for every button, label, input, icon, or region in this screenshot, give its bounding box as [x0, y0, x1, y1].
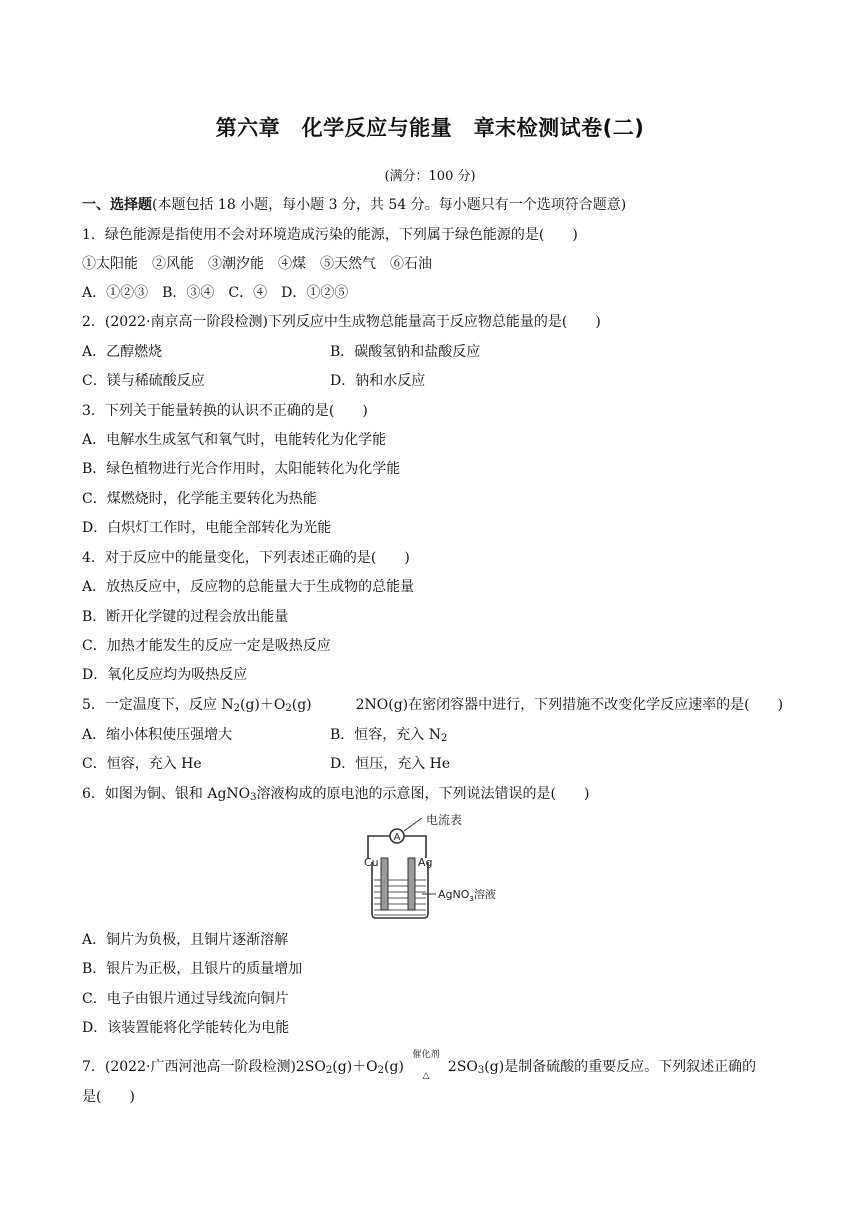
score-note: (满分：100 分)	[384, 169, 476, 184]
q5-stem	[82, 696, 783, 714]
wire-right	[404, 836, 426, 858]
q1-options: A．①②③ B．③④ C．④ D．①②⑤	[82, 285, 349, 301]
q5-option-b: B．恒容，充入 N	[330, 727, 441, 743]
q5-text-1: 5．一定温度下，反应 N	[82, 697, 234, 713]
q5-text-4: 2NO(g)在密闭容器中进行，下列措施不改变化学反应速率的是( )	[355, 697, 784, 713]
subscript: 2	[441, 733, 448, 744]
ammeter-pointer-line	[404, 818, 422, 831]
subscript: 2	[233, 703, 240, 714]
q3-stem: 3．下列关于能量转换的认识不正确的是( )	[82, 403, 368, 419]
q1-stem: 1．绿色能源是指使用不会对环境造成污染的能源，下列属于绿色能源的是( )	[82, 227, 578, 243]
subscript: 3	[250, 792, 257, 803]
ammeter-symbol: A	[393, 832, 401, 843]
equilibrium-arrow	[312, 696, 356, 714]
q3-option-b: B．绿色植物进行光合作用时，太阳能转化为化学能	[82, 461, 401, 477]
subscript: 2	[377, 1065, 385, 1076]
q5-option-b-line	[330, 726, 447, 744]
catalyst-arrow	[404, 1050, 448, 1081]
q1-items: ①太阳能 ②风能 ③潮汐能 ④煤 ⑤天然气 ⑥石油	[82, 256, 432, 272]
q3-option-c: C．煤燃烧时，化学能主要转化为热能	[82, 491, 317, 507]
ag-label: Ag	[418, 856, 433, 869]
q7-stem	[82, 1050, 757, 1081]
q4-option-d: D．氧化反应均为吸热反应	[82, 667, 248, 683]
heat-symbol: △	[422, 1071, 430, 1081]
q2-option-b: B．碳酸氢钠和盐酸反应	[330, 344, 481, 360]
q2-option-c: C．镁与稀硫酸反应	[82, 373, 205, 389]
q7-text-2: (g)＋O	[332, 1059, 378, 1075]
q6-text-2: 溶液构成的原电池的示意图，下列说法错误的是( )	[256, 786, 590, 802]
q2-option-d: D．钠和水反应	[330, 373, 426, 389]
q7-text-5: (g)是制备硫酸的重要反应。下列叙述正确的	[484, 1059, 757, 1075]
q4-stem: 4．对于反应中的能量变化，下列表述正确的是( )	[82, 550, 410, 566]
catalyst-label: 催化剂	[412, 1050, 440, 1060]
ammeter-label: 电流表	[426, 813, 463, 827]
q5-option-d: D．恒压，充入 He	[330, 756, 451, 772]
q4-option-b: B．断开化学键的过程会放出能量	[82, 609, 289, 625]
q6-text-1: 6．如图为铜、银和 AgNO	[82, 786, 251, 802]
subscript: 2	[325, 1065, 333, 1076]
subscript: 2	[285, 703, 292, 714]
q2-option-a: A．乙醇燃烧	[82, 344, 163, 360]
q4-option-a: A．放热反应中，反应物的总能量大于生成物的总能量	[82, 579, 415, 595]
section-heading: 一、选择题	[82, 197, 152, 213]
q5-text-2: (g)＋O	[239, 697, 286, 713]
q5-text-3: (g)	[291, 697, 312, 713]
q3-option-a: A．电解水生成氢气和氧气时，电能转化为化学能	[82, 432, 387, 448]
q7-text-1: 7．(2022·广西河池高一阶段检测)2SO	[82, 1059, 326, 1075]
q6-option-d: D．该装置能将化学能转化为电能	[82, 1020, 290, 1036]
q7-stem-line2: 是( )	[82, 1089, 135, 1105]
solution-label: AgNO$_3$溶液	[438, 888, 496, 903]
page-title: 第六章 化学反应与能量 章末检测试卷(二)	[215, 116, 645, 140]
q6-option-a: A．铜片为负极，且铜片逐渐溶解	[82, 932, 289, 948]
q7-text-4: 2SO	[447, 1059, 478, 1075]
q7-text-3: (g)	[384, 1059, 404, 1075]
cu-electrode	[381, 858, 388, 910]
q5-option-a: A．缩小体积使压强增大	[82, 727, 233, 743]
q5-option-c: C．恒容，充入 He	[82, 756, 202, 772]
ag-electrode	[408, 858, 415, 910]
section-note: (本题包括 18 小题，每小题 3 分，共 54 分。每小题只有一个选项符合题意)	[152, 197, 627, 213]
section-heading-line	[82, 196, 626, 214]
galvanic-cell-figure	[356, 810, 516, 922]
wire-left	[368, 836, 390, 858]
q6-option-b: B．银片为正极，且银片的质量增加	[82, 961, 303, 977]
cu-label: Cu	[364, 856, 379, 869]
q4-option-c: C．加热才能发生的反应一定是吸热反应	[82, 638, 331, 654]
q3-option-d: D．白炽灯工作时，电能全部转化为光能	[82, 520, 332, 536]
q6-stem	[82, 785, 589, 803]
q6-option-c: C．电子由银片通过导线流向铜片	[82, 991, 289, 1007]
subscript: 3	[477, 1065, 485, 1076]
q2-stem: 2．(2022·南京高一阶段检测)下列反应中生成物总能量高于反应物总能量的是( )	[82, 314, 601, 330]
